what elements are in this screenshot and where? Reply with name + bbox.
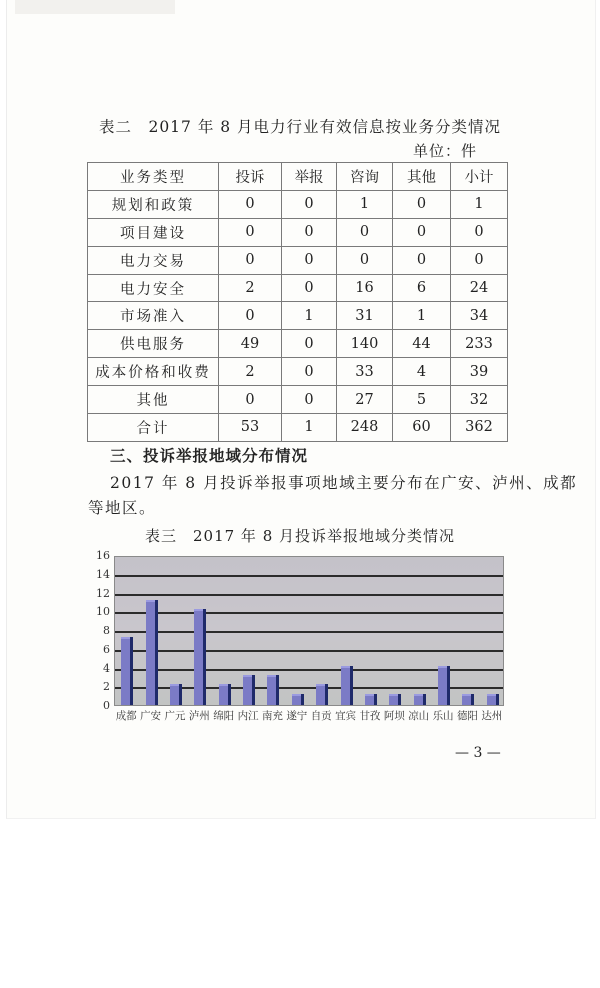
x-tick-label: 德阳	[456, 710, 478, 722]
table-cell: 44	[393, 330, 451, 358]
x-tick-label: 成都	[115, 710, 137, 722]
bar	[121, 637, 130, 705]
table-cell: 34	[451, 302, 508, 330]
table-cell: 5	[393, 386, 451, 414]
paragraph-line-1: 2017 年 8 月投诉举报事项地域主要分布在广安、泸州、成都	[110, 474, 578, 492]
table-cell: 16	[337, 274, 393, 302]
table-row	[88, 218, 508, 246]
table3-title: 表三 2017 年 8 月投诉举报地域分类情况	[144, 527, 456, 545]
x-tick-label: 宜宾	[335, 710, 357, 722]
table-cell: 49	[219, 330, 282, 358]
gridline	[115, 650, 503, 652]
bar	[267, 675, 276, 705]
section-heading: 三、投诉举报地域分布情况	[110, 447, 309, 465]
scan-artifact	[15, 0, 175, 14]
table-row	[88, 246, 508, 274]
table-cell: 0	[219, 218, 282, 246]
x-tick-label: 甘孜	[359, 710, 381, 722]
table2-unit: 单位：件	[413, 142, 478, 160]
table-cell: 0	[282, 246, 337, 274]
table-cell: 0	[282, 274, 337, 302]
row-label: 成本价格和收费	[88, 358, 219, 386]
region-bar-chart	[88, 549, 508, 724]
x-tick-label: 达州	[481, 710, 503, 722]
table-cell: 其他	[393, 163, 451, 191]
table-cell: 0	[337, 218, 393, 246]
table-cell: 0	[393, 246, 451, 274]
x-tick-label: 绵阳	[213, 710, 235, 722]
x-tick-label: 乐山	[432, 710, 454, 722]
table-row	[88, 302, 508, 330]
bar	[487, 694, 496, 705]
y-tick-label: 2	[103, 680, 110, 694]
bar	[462, 694, 471, 705]
table-total-row	[88, 414, 508, 442]
bar	[219, 684, 228, 705]
table-cell: 27	[337, 386, 393, 414]
row-label: 供电服务	[88, 330, 219, 358]
table-cell: 0	[219, 246, 282, 274]
gridline	[115, 575, 503, 577]
table2-title: 表二 2017 年 8 月电力行业有效信息按业务分类情况	[98, 118, 502, 136]
bar	[316, 684, 325, 705]
x-tick-label: 泸州	[188, 710, 210, 722]
table-cell: 1	[337, 190, 393, 218]
y-tick-label: 0	[103, 699, 110, 712]
bar	[292, 694, 301, 705]
table-cell: 举报	[282, 163, 337, 191]
table-cell: 0	[393, 190, 451, 218]
row-label: 合计	[88, 414, 219, 442]
table-cell: 4	[393, 358, 451, 386]
page-number: — 3 —	[455, 745, 501, 761]
row-label: 电力安全	[88, 274, 219, 302]
table-cell: 投诉	[219, 163, 282, 191]
table-row	[88, 358, 508, 386]
table-cell: 233	[451, 330, 508, 358]
bar	[170, 684, 179, 705]
table-row	[88, 386, 508, 414]
bar	[341, 666, 350, 706]
x-tick-label: 广安	[140, 710, 162, 722]
plot-area	[114, 556, 504, 706]
row-label: 项目建设	[88, 218, 219, 246]
table-cell: 362	[451, 414, 508, 442]
x-tick-label: 遂宁	[286, 710, 308, 722]
table-row	[88, 190, 508, 218]
table-cell: 53	[219, 414, 282, 442]
table-cell: 0	[219, 302, 282, 330]
x-tick-label: 阿坝	[383, 710, 405, 722]
y-tick-label: 6	[103, 642, 110, 656]
table-cell: 24	[451, 274, 508, 302]
y-tick-label: 10	[96, 605, 110, 619]
row-label: 规划和政策	[88, 190, 219, 218]
row-label: 市场准入	[88, 302, 219, 330]
table-row	[88, 330, 508, 358]
table-cell: 2	[219, 274, 282, 302]
row-label: 其他	[88, 386, 219, 414]
table-cell: 2	[219, 358, 282, 386]
row-label: 电力交易	[88, 246, 219, 274]
table-cell: 0	[282, 358, 337, 386]
table-cell: 1	[451, 190, 508, 218]
table-header-row	[88, 163, 508, 191]
table-cell: 0	[282, 190, 337, 218]
x-tick-label: 凉山	[408, 710, 430, 722]
table-cell: 6	[393, 274, 451, 302]
bar	[438, 666, 447, 706]
table-cell: 0	[337, 246, 393, 274]
table-cell: 1	[282, 302, 337, 330]
y-tick-label: 12	[96, 586, 110, 600]
row-label: 业务类型	[88, 163, 219, 191]
table-cell: 0	[282, 330, 337, 358]
bar	[414, 694, 423, 705]
table-cell: 0	[451, 218, 508, 246]
x-tick-label: 内江	[237, 710, 259, 722]
table-cell: 0	[393, 218, 451, 246]
x-tick-label: 南充	[261, 710, 283, 722]
business-category-table	[87, 162, 508, 442]
table-cell: 0	[219, 190, 282, 218]
gridline	[115, 594, 503, 596]
y-tick-label: 16	[96, 549, 110, 562]
table-cell: 0	[451, 246, 508, 274]
table-cell: 248	[337, 414, 393, 442]
y-tick-label: 8	[103, 624, 110, 637]
y-tick-label: 14	[96, 567, 110, 581]
table-cell: 1	[282, 414, 337, 442]
table-cell: 0	[282, 386, 337, 414]
gridline	[115, 631, 503, 633]
table-cell: 39	[451, 358, 508, 386]
bar	[365, 694, 374, 705]
table-cell: 0	[219, 386, 282, 414]
bar	[243, 675, 252, 705]
bar	[146, 600, 155, 705]
gridline	[115, 612, 503, 614]
table-cell: 1	[393, 302, 451, 330]
paragraph-line-2: 等地区。	[88, 499, 157, 517]
table-cell: 60	[393, 414, 451, 442]
table-cell: 咨询	[337, 163, 393, 191]
table-cell: 小计	[451, 163, 508, 191]
x-tick-label: 广元	[164, 710, 186, 722]
table-row	[88, 274, 508, 302]
bar	[389, 694, 398, 705]
table-cell: 140	[337, 330, 393, 358]
y-tick-label: 4	[103, 661, 110, 675]
table-cell: 0	[282, 218, 337, 246]
table-cell: 32	[451, 386, 508, 414]
x-tick-label: 自贡	[310, 710, 332, 722]
bar	[194, 609, 203, 705]
table-cell: 31	[337, 302, 393, 330]
table-cell: 33	[337, 358, 393, 386]
